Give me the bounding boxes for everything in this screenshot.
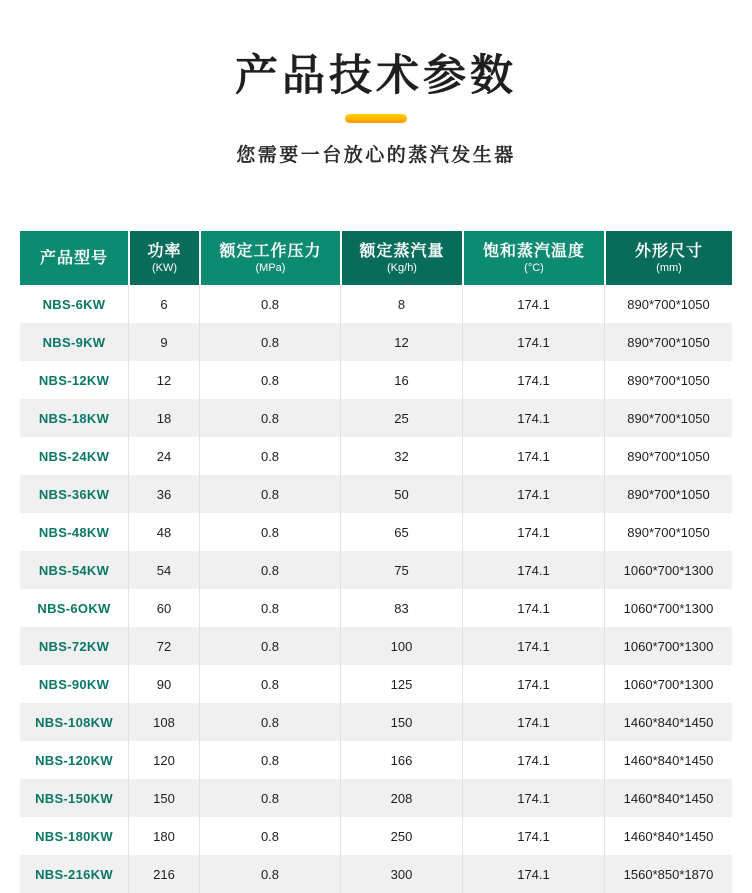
steam-cell: 8 [340, 285, 462, 323]
model-cell: NBS-36KW [38, 486, 110, 502]
pressure-cell: 0.8 [199, 589, 340, 627]
header-cell-power [128, 231, 199, 285]
model-cell: NBS-54KW [38, 562, 110, 578]
dimensions-cell: 890*700*1050 [604, 475, 732, 513]
power-cell: 60 [128, 589, 199, 627]
model-cell: NBS-150KW [35, 790, 113, 806]
table-row [20, 551, 732, 589]
pressure-cell: 0.8 [199, 665, 340, 703]
pressure-cell: 0.8 [199, 361, 340, 399]
dimensions-cell: 1460*840*1450 [604, 703, 732, 741]
steam-cell: 16 [340, 361, 462, 399]
dimensions-cell: 890*700*1050 [604, 323, 732, 361]
temperature-cell: 174.1 [462, 323, 604, 361]
column-label: 额定蒸汽量 [359, 242, 445, 260]
table-row [20, 399, 732, 437]
table-row [20, 779, 732, 817]
pressure-cell: 0.8 [199, 855, 340, 893]
dimensions-cell: 890*700*1050 [604, 361, 732, 399]
dimensions-cell: 890*700*1050 [604, 285, 732, 323]
steam-cell: 75 [340, 551, 462, 589]
power-cell: 108 [128, 703, 199, 741]
model-cell: NBS-24KW [38, 448, 110, 464]
pressure-cell: 0.8 [199, 285, 340, 323]
power-cell: 6 [128, 285, 199, 323]
table-row [20, 741, 732, 779]
table-row [20, 627, 732, 665]
dimensions-cell: 1460*840*1450 [604, 779, 732, 817]
power-cell: 72 [128, 627, 199, 665]
page-subtitle: 您需要一台放心的蒸汽发生器 [236, 145, 516, 167]
table-row [20, 475, 732, 513]
steam-cell: 12 [340, 323, 462, 361]
power-cell: 36 [128, 475, 199, 513]
header-cell-temperature [462, 231, 604, 285]
power-cell: 9 [128, 323, 199, 361]
steam-cell: 25 [340, 399, 462, 437]
pressure-cell: 0.8 [199, 779, 340, 817]
temperature-cell: 174.1 [462, 551, 604, 589]
pressure-cell: 0.8 [199, 551, 340, 589]
pressure-cell: 0.8 [199, 437, 340, 475]
steam-cell: 50 [340, 475, 462, 513]
model-cell: NBS-90KW [38, 676, 110, 692]
model-cell: NBS-180KW [35, 828, 113, 844]
table-row [20, 323, 732, 361]
pressure-cell: 0.8 [199, 399, 340, 437]
steam-cell: 150 [340, 703, 462, 741]
steam-cell: 65 [340, 513, 462, 551]
steam-cell: 250 [340, 817, 462, 855]
column-label: 饱和蒸汽温度 [482, 242, 585, 260]
column-unit: (mm) [656, 262, 682, 275]
model-cell: NBS-108KW [35, 714, 113, 730]
header-cell-model [20, 231, 128, 285]
column-unit: (MPa) [255, 262, 286, 275]
dimensions-cell: 1060*700*1300 [604, 665, 732, 703]
model-cell: NBS-6OKW [37, 600, 111, 616]
dimensions-cell: 890*700*1050 [604, 399, 732, 437]
model-cell: NBS-216KW [35, 866, 113, 882]
power-cell: 90 [128, 665, 199, 703]
model-cell: NBS-120KW [35, 752, 113, 768]
header-cell-dimensions [604, 231, 732, 285]
column-unit: (°C) [524, 262, 544, 275]
header-cell-steam [340, 231, 462, 285]
pressure-cell: 0.8 [199, 323, 340, 361]
pressure-cell: 0.8 [199, 741, 340, 779]
table-row [20, 589, 732, 627]
table-row [20, 437, 732, 475]
column-label: 产品型号 [39, 249, 108, 267]
table-row [20, 817, 732, 855]
temperature-cell: 174.1 [462, 703, 604, 741]
column-unit: (Kg/h) [387, 262, 417, 275]
header-cell-pressure [199, 231, 340, 285]
temperature-cell: 174.1 [462, 513, 604, 551]
dimensions-cell: 1060*700*1300 [604, 589, 732, 627]
power-cell: 12 [128, 361, 199, 399]
model-cell: NBS-9KW [42, 334, 106, 350]
steam-cell: 166 [340, 741, 462, 779]
dimensions-cell: 1560*850*1870 [604, 855, 732, 893]
dimensions-cell: 1060*700*1300 [604, 551, 732, 589]
temperature-cell: 174.1 [462, 627, 604, 665]
table-row [20, 361, 732, 399]
temperature-cell: 174.1 [462, 855, 604, 893]
temperature-cell: 174.1 [462, 361, 604, 399]
pressure-cell: 0.8 [199, 703, 340, 741]
power-cell: 120 [128, 741, 199, 779]
dimensions-cell: 1060*700*1300 [604, 627, 732, 665]
model-cell: NBS-18KW [38, 410, 110, 426]
model-cell: NBS-72KW [38, 638, 110, 654]
temperature-cell: 174.1 [462, 589, 604, 627]
temperature-cell: 174.1 [462, 741, 604, 779]
dimensions-cell: 890*700*1050 [604, 437, 732, 475]
steam-cell: 125 [340, 665, 462, 703]
model-cell: NBS-6KW [42, 296, 106, 312]
power-cell: 150 [128, 779, 199, 817]
page-title: 产品技术参数 [235, 52, 517, 100]
steam-cell: 100 [340, 627, 462, 665]
steam-cell: 300 [340, 855, 462, 893]
power-cell: 24 [128, 437, 199, 475]
table-row [20, 665, 732, 703]
steam-cell: 208 [340, 779, 462, 817]
column-unit: (KW) [151, 262, 178, 275]
power-cell: 180 [128, 817, 199, 855]
power-cell: 54 [128, 551, 199, 589]
table-row [20, 855, 732, 893]
column-label: 功率 [147, 242, 182, 260]
steam-cell: 32 [340, 437, 462, 475]
table-body [20, 285, 732, 893]
temperature-cell: 174.1 [462, 475, 604, 513]
power-cell: 48 [128, 513, 199, 551]
title-accent-bar [345, 114, 407, 123]
pressure-cell: 0.8 [199, 513, 340, 551]
steam-cell: 83 [340, 589, 462, 627]
pressure-cell: 0.8 [199, 475, 340, 513]
table-row [20, 285, 732, 323]
model-cell: NBS-48KW [38, 524, 110, 540]
spec-table [20, 231, 732, 893]
pressure-cell: 0.8 [199, 817, 340, 855]
temperature-cell: 174.1 [462, 779, 604, 817]
column-label: 额定工作压力 [219, 242, 322, 260]
temperature-cell: 174.1 [462, 437, 604, 475]
dimensions-cell: 1460*840*1450 [604, 741, 732, 779]
model-cell: NBS-12KW [38, 372, 110, 388]
page-header [0, 0, 752, 167]
table-row [20, 513, 732, 551]
table-header [20, 231, 732, 285]
table-row [20, 703, 732, 741]
dimensions-cell: 1460*840*1450 [604, 817, 732, 855]
temperature-cell: 174.1 [462, 399, 604, 437]
temperature-cell: 174.1 [462, 817, 604, 855]
power-cell: 216 [128, 855, 199, 893]
temperature-cell: 174.1 [462, 665, 604, 703]
temperature-cell: 174.1 [462, 285, 604, 323]
pressure-cell: 0.8 [199, 627, 340, 665]
power-cell: 18 [128, 399, 199, 437]
dimensions-cell: 890*700*1050 [604, 513, 732, 551]
column-label: 外形尺寸 [634, 242, 703, 260]
